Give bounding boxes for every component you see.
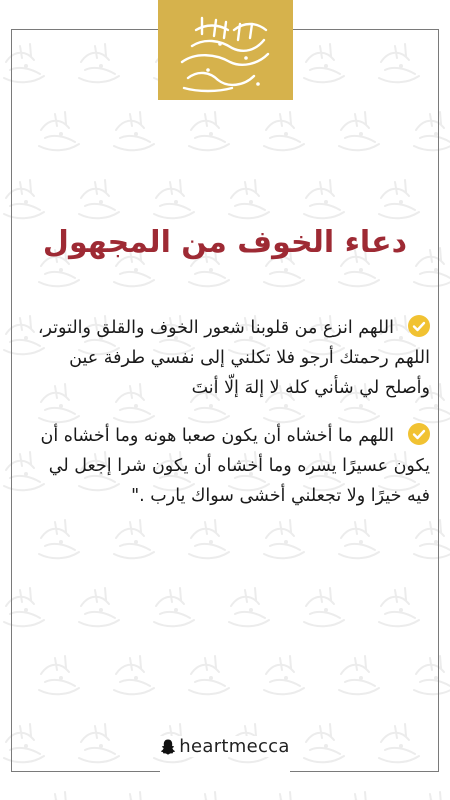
watermark-mark xyxy=(414,792,450,800)
snapchat-ghost-icon xyxy=(160,738,176,756)
dua-text: اللهم انزع من قلوبنا شعور الخوف والقلق والتوتر، اللهم رحمتك أرجو فلا تكلني إلى نفسي طرفة عين وأصلح لي شأني كله لا إلهَ إلّا أنتَ xyxy=(37,318,430,398)
footer xyxy=(0,736,450,764)
footer-gap xyxy=(160,765,290,777)
calligraphy-logo-icon xyxy=(158,0,293,100)
dua-item xyxy=(22,421,430,511)
dua-text: اللهم ما أخشاه أن يكون صعبا هونه وما أخشاه أن يكون عسيرًا يسره وما أخشاه أن يكون شرا إجعل لي فيه خيرًا ولا تجعلني أخشى سواك يارب ." xyxy=(40,426,430,506)
watermark-mark xyxy=(39,792,79,800)
page-title: دعاء الخوف من المجهول xyxy=(42,225,408,260)
check-circle-icon xyxy=(408,315,430,337)
watermark-mark xyxy=(264,792,304,800)
check-circle-icon xyxy=(408,423,430,445)
watermark-mark xyxy=(339,792,379,800)
footer-handle[interactable] xyxy=(154,736,295,757)
watermark-mark xyxy=(189,792,229,800)
watermark-mark xyxy=(114,792,154,800)
brand-name: heartmecca xyxy=(179,736,290,757)
dua-item xyxy=(22,313,430,403)
brand-logo xyxy=(158,0,293,100)
